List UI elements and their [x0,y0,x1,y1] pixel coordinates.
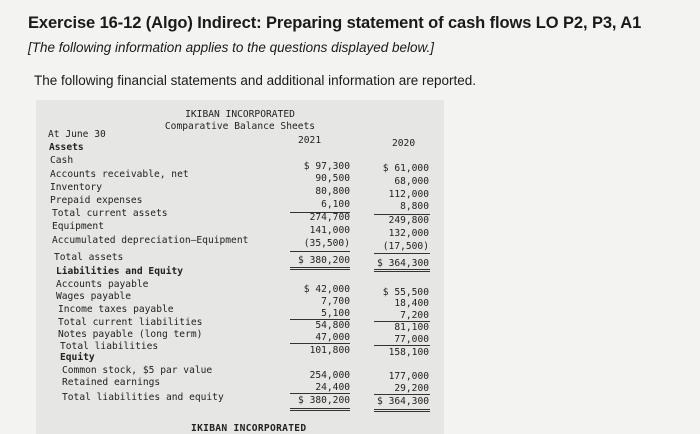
np-2020: 77,000 [394,334,429,345]
tcl-2021: 54,800 [315,320,350,331]
wages-2021: 7,700 [321,296,350,307]
row-label-np: Notes payable (long term) [58,329,203,340]
tl-2021: 101,800 [309,345,350,356]
statement-name: Comparative Balance Sheets [164,121,316,132]
cs-2021: 254,000 [309,370,350,381]
exercise-title: Exercise 16-12 (Algo) Indirect: Preparing statement of cash flows LO P2, P3, A1 [28,14,642,32]
ap-2021: $ 42,000 [303,284,350,295]
itp-2021: 5,100 [321,308,350,319]
row-label-itp: Income taxes payable [58,304,174,315]
underline-2021 [290,343,350,344]
tca-2021: 274,700 [309,212,350,223]
re-2021: 24,400 [315,382,350,393]
row-label-wages: Wages payable [56,291,132,302]
accdep-2021: (35,500) [303,238,350,249]
ar-2021: 90,500 [315,173,350,184]
underline-2021 [290,393,350,394]
cash-2020: $ 61,000 [382,163,429,174]
prepaid-2020: 8,800 [400,201,429,212]
row-label-ta: Total assets [54,252,124,263]
row-label-cs: Common stock, $5 par value [62,365,213,376]
underline-2020 [374,345,430,346]
accdep-2020: (17,500) [382,241,429,252]
cash-2021: $ 97,300 [303,161,350,172]
row-label-cash: Cash [50,155,74,166]
ta-2021: $ 380,200 [298,255,350,266]
column-2021: 2021 [298,135,322,146]
underline-2020 [374,394,430,395]
row-label-tca: Total current assets [52,208,168,219]
equity-heading: Equity [60,352,95,363]
double-underline-2021 [290,267,350,270]
row-label-re: Retained earnings [62,377,161,388]
underline-2021 [290,251,350,252]
wages-2020: 18,400 [394,298,429,309]
ap-2020: $ 55,500 [382,287,429,298]
balance-sheet-image [36,100,444,434]
row-label-tcl: Total current liabilities [58,317,203,328]
tle-2021: $ 380,200 [298,395,350,406]
re-2020: 29,200 [394,383,429,394]
company-name: IKIBAN INCORPORATED [185,109,295,120]
date-label: At June 30 [48,129,106,140]
equipment-2021: 141,000 [309,225,350,236]
itp-2020: 7,200 [400,310,429,321]
ta-2020: $ 364,300 [377,258,429,269]
row-label-ap: Accounts payable [56,279,149,290]
ar-2020: 68,000 [394,176,429,187]
exercise-subtitle: [The following information applies to the questions displayed below.] [28,40,434,55]
np-2021: 47,000 [315,332,350,343]
row-label-equipment: Equipment [52,221,104,232]
row-label-tl: Total liabilities [60,341,159,352]
row-label-ar: Accounts receivable, net [50,169,189,180]
next-statement-company: IKIBAN INCORPORATED [191,423,307,434]
inventory-2021: 80,800 [315,186,350,197]
row-label-tle: Total liabilities and equity [62,392,224,403]
equipment-2020: 132,000 [388,228,429,239]
tcl-2020: 81,100 [394,322,429,333]
tca-2020: 249,800 [388,215,429,226]
row-label-inventory: Inventory [50,182,102,193]
row-label-accdep: Accumulated depreciation–Equipment [52,235,249,246]
inventory-2020: 112,000 [388,189,429,200]
tl-2020: 158,100 [388,347,429,358]
prepaid-2021: 6,100 [321,199,350,210]
liabilities-heading: Liabilities and Equity [56,266,184,277]
double-underline-2020 [374,409,430,412]
exercise-intro: The following financial statements and additional information are reported. [34,73,477,88]
double-underline-2020 [374,269,430,272]
double-underline-2021 [290,408,350,411]
cs-2020: 177,000 [388,371,429,382]
row-label-prepaid: Prepaid expenses [50,195,143,206]
underline-2020 [374,253,430,254]
assets-heading: Assets [49,142,84,153]
tle-2020: $ 364,300 [377,396,429,407]
column-2020: 2020 [392,138,416,149]
